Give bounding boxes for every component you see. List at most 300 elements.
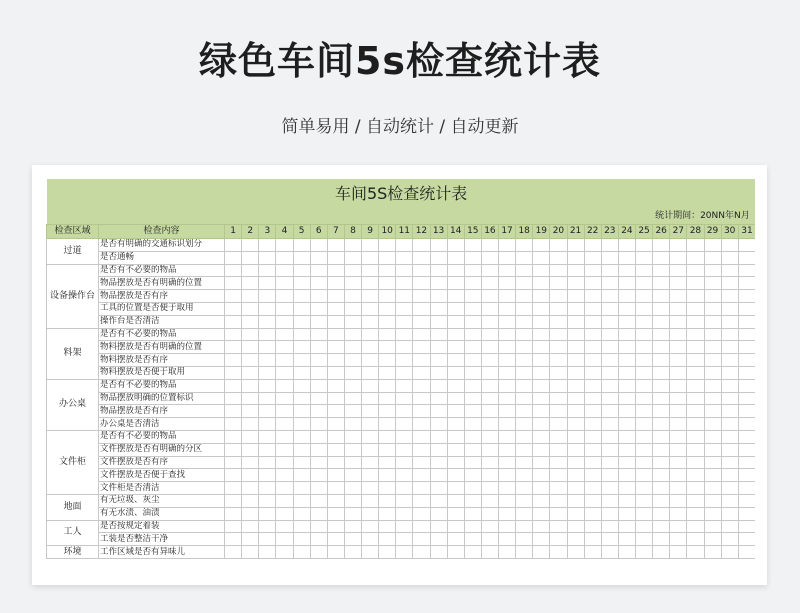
- check-cell[interactable]: [344, 379, 361, 392]
- check-cell[interactable]: [396, 507, 413, 520]
- check-cell[interactable]: [464, 546, 481, 559]
- check-cell[interactable]: [362, 405, 379, 418]
- check-cell[interactable]: [533, 469, 550, 482]
- check-cell[interactable]: [567, 482, 584, 495]
- check-cell[interactable]: [430, 507, 447, 520]
- check-cell[interactable]: [293, 251, 310, 264]
- check-cell[interactable]: [379, 239, 396, 252]
- check-cell[interactable]: [670, 533, 687, 546]
- check-cell[interactable]: [310, 277, 327, 290]
- check-cell[interactable]: [430, 251, 447, 264]
- check-cell[interactable]: [379, 430, 396, 443]
- check-cell[interactable]: [653, 366, 670, 379]
- check-cell[interactable]: [653, 315, 670, 328]
- check-cell[interactable]: [584, 482, 601, 495]
- check-cell[interactable]: [550, 392, 567, 405]
- check-cell[interactable]: [327, 494, 344, 507]
- check-cell[interactable]: [293, 507, 310, 520]
- check-cell[interactable]: [636, 328, 653, 341]
- check-cell[interactable]: [618, 239, 635, 252]
- check-cell[interactable]: [242, 264, 259, 277]
- check-cell[interactable]: [618, 290, 635, 303]
- check-cell[interactable]: [310, 546, 327, 559]
- check-cell[interactable]: [533, 443, 550, 456]
- check-cell[interactable]: [618, 277, 635, 290]
- check-cell[interactable]: [447, 251, 464, 264]
- check-cell[interactable]: [310, 443, 327, 456]
- check-cell[interactable]: [721, 430, 738, 443]
- check-cell[interactable]: [413, 315, 430, 328]
- check-cell[interactable]: [464, 430, 481, 443]
- check-cell[interactable]: [670, 405, 687, 418]
- check-cell[interactable]: [379, 341, 396, 354]
- check-cell[interactable]: [516, 494, 533, 507]
- check-cell[interactable]: [379, 264, 396, 277]
- check-cell[interactable]: [636, 379, 653, 392]
- check-cell[interactable]: [584, 277, 601, 290]
- check-cell[interactable]: [653, 264, 670, 277]
- check-cell[interactable]: [618, 392, 635, 405]
- check-cell[interactable]: [636, 302, 653, 315]
- check-cell[interactable]: [396, 546, 413, 559]
- check-cell[interactable]: [601, 302, 618, 315]
- check-cell[interactable]: [430, 277, 447, 290]
- check-cell[interactable]: [396, 264, 413, 277]
- check-cell[interactable]: [670, 520, 687, 533]
- check-cell[interactable]: [533, 456, 550, 469]
- check-cell[interactable]: [430, 302, 447, 315]
- check-cell[interactable]: [636, 533, 653, 546]
- check-cell[interactable]: [225, 315, 242, 328]
- check-cell[interactable]: [344, 507, 361, 520]
- check-cell[interactable]: [362, 264, 379, 277]
- check-cell[interactable]: [413, 520, 430, 533]
- check-cell[interactable]: [464, 251, 481, 264]
- check-cell[interactable]: [225, 366, 242, 379]
- check-cell[interactable]: [481, 277, 498, 290]
- check-cell[interactable]: [276, 405, 293, 418]
- check-cell[interactable]: [567, 315, 584, 328]
- check-cell[interactable]: [618, 456, 635, 469]
- check-cell[interactable]: [653, 354, 670, 367]
- check-cell[interactable]: [276, 302, 293, 315]
- check-cell[interactable]: [362, 392, 379, 405]
- check-cell[interactable]: [447, 456, 464, 469]
- check-cell[interactable]: [481, 315, 498, 328]
- check-cell[interactable]: [721, 302, 738, 315]
- check-cell[interactable]: [276, 430, 293, 443]
- check-cell[interactable]: [687, 482, 704, 495]
- check-cell[interactable]: [636, 546, 653, 559]
- check-cell[interactable]: [242, 328, 259, 341]
- check-cell[interactable]: [687, 354, 704, 367]
- check-cell[interactable]: [704, 290, 721, 303]
- check-cell[interactable]: [447, 482, 464, 495]
- check-cell[interactable]: [276, 520, 293, 533]
- check-cell[interactable]: [327, 290, 344, 303]
- check-cell[interactable]: [362, 379, 379, 392]
- check-cell[interactable]: [481, 302, 498, 315]
- check-cell[interactable]: [567, 239, 584, 252]
- check-cell[interactable]: [327, 302, 344, 315]
- check-cell[interactable]: [481, 507, 498, 520]
- check-cell[interactable]: [396, 239, 413, 252]
- check-cell[interactable]: [362, 277, 379, 290]
- check-cell[interactable]: [259, 533, 276, 546]
- check-cell[interactable]: [653, 469, 670, 482]
- check-cell[interactable]: [499, 341, 516, 354]
- check-cell[interactable]: [636, 469, 653, 482]
- check-cell[interactable]: [344, 264, 361, 277]
- check-cell[interactable]: [704, 443, 721, 456]
- check-cell[interactable]: [310, 354, 327, 367]
- check-cell[interactable]: [653, 341, 670, 354]
- check-cell[interactable]: [721, 328, 738, 341]
- check-cell[interactable]: [293, 546, 310, 559]
- check-cell[interactable]: [550, 328, 567, 341]
- check-cell[interactable]: [464, 392, 481, 405]
- check-cell[interactable]: [327, 430, 344, 443]
- check-cell[interactable]: [362, 302, 379, 315]
- check-cell[interactable]: [516, 456, 533, 469]
- check-cell[interactable]: [636, 341, 653, 354]
- check-cell[interactable]: [242, 302, 259, 315]
- check-cell[interactable]: [276, 341, 293, 354]
- check-cell[interactable]: [687, 469, 704, 482]
- check-cell[interactable]: [687, 520, 704, 533]
- check-cell[interactable]: [550, 354, 567, 367]
- check-cell[interactable]: [499, 430, 516, 443]
- check-cell[interactable]: [550, 366, 567, 379]
- check-cell[interactable]: [276, 533, 293, 546]
- check-cell[interactable]: [704, 379, 721, 392]
- check-cell[interactable]: [310, 482, 327, 495]
- check-cell[interactable]: [447, 239, 464, 252]
- check-cell[interactable]: [379, 366, 396, 379]
- check-cell[interactable]: [259, 341, 276, 354]
- check-cell[interactable]: [327, 264, 344, 277]
- check-cell[interactable]: [242, 354, 259, 367]
- check-cell[interactable]: [464, 418, 481, 431]
- check-cell[interactable]: [499, 482, 516, 495]
- check-cell[interactable]: [499, 533, 516, 546]
- check-cell[interactable]: [242, 405, 259, 418]
- check-cell[interactable]: [601, 341, 618, 354]
- check-cell[interactable]: [653, 328, 670, 341]
- check-cell[interactable]: [704, 302, 721, 315]
- check-cell[interactable]: [516, 392, 533, 405]
- check-cell[interactable]: [499, 366, 516, 379]
- check-cell[interactable]: [499, 520, 516, 533]
- check-cell[interactable]: [550, 239, 567, 252]
- check-cell[interactable]: [567, 469, 584, 482]
- check-cell[interactable]: [516, 264, 533, 277]
- check-cell[interactable]: [293, 239, 310, 252]
- check-cell[interactable]: [447, 520, 464, 533]
- check-cell[interactable]: [687, 430, 704, 443]
- check-cell[interactable]: [225, 507, 242, 520]
- check-cell[interactable]: [601, 520, 618, 533]
- check-cell[interactable]: [464, 494, 481, 507]
- check-cell[interactable]: [276, 494, 293, 507]
- check-cell[interactable]: [601, 418, 618, 431]
- check-cell[interactable]: [567, 354, 584, 367]
- check-cell[interactable]: [293, 264, 310, 277]
- check-cell[interactable]: [259, 366, 276, 379]
- check-cell[interactable]: [533, 239, 550, 252]
- check-cell[interactable]: [464, 469, 481, 482]
- check-cell[interactable]: [516, 366, 533, 379]
- check-cell[interactable]: [379, 379, 396, 392]
- check-cell[interactable]: [430, 341, 447, 354]
- check-cell[interactable]: [344, 290, 361, 303]
- check-cell[interactable]: [327, 354, 344, 367]
- check-cell[interactable]: [550, 290, 567, 303]
- check-cell[interactable]: [362, 494, 379, 507]
- check-cell[interactable]: [567, 546, 584, 559]
- check-cell[interactable]: [464, 354, 481, 367]
- check-cell[interactable]: [362, 482, 379, 495]
- check-cell[interactable]: [293, 341, 310, 354]
- check-cell[interactable]: [636, 354, 653, 367]
- check-cell[interactable]: [636, 239, 653, 252]
- check-cell[interactable]: [276, 443, 293, 456]
- check-cell[interactable]: [344, 302, 361, 315]
- check-cell[interactable]: [481, 354, 498, 367]
- check-cell[interactable]: [310, 264, 327, 277]
- check-cell[interactable]: [293, 392, 310, 405]
- check-cell[interactable]: [618, 302, 635, 315]
- check-cell[interactable]: [601, 469, 618, 482]
- check-cell[interactable]: [704, 251, 721, 264]
- check-cell[interactable]: [464, 379, 481, 392]
- check-cell[interactable]: [721, 520, 738, 533]
- check-cell[interactable]: [362, 533, 379, 546]
- check-cell[interactable]: [327, 469, 344, 482]
- check-cell[interactable]: [413, 239, 430, 252]
- check-cell[interactable]: [327, 315, 344, 328]
- check-cell[interactable]: [653, 533, 670, 546]
- check-cell[interactable]: [242, 379, 259, 392]
- check-cell[interactable]: [601, 430, 618, 443]
- check-cell[interactable]: [584, 251, 601, 264]
- check-cell[interactable]: [362, 443, 379, 456]
- check-cell[interactable]: [567, 264, 584, 277]
- check-cell[interactable]: [259, 328, 276, 341]
- check-cell[interactable]: [327, 366, 344, 379]
- check-cell[interactable]: [584, 533, 601, 546]
- check-cell[interactable]: [464, 507, 481, 520]
- check-cell[interactable]: [567, 341, 584, 354]
- check-cell[interactable]: [413, 290, 430, 303]
- check-cell[interactable]: [259, 239, 276, 252]
- check-cell[interactable]: [293, 379, 310, 392]
- check-cell[interactable]: [481, 264, 498, 277]
- check-cell[interactable]: [721, 507, 738, 520]
- check-cell[interactable]: [499, 354, 516, 367]
- check-cell[interactable]: [413, 494, 430, 507]
- check-cell[interactable]: [396, 430, 413, 443]
- check-cell[interactable]: [310, 392, 327, 405]
- check-cell[interactable]: [293, 494, 310, 507]
- check-cell[interactable]: [499, 379, 516, 392]
- check-cell[interactable]: [636, 507, 653, 520]
- check-cell[interactable]: [344, 482, 361, 495]
- check-cell[interactable]: [447, 430, 464, 443]
- check-cell[interactable]: [430, 392, 447, 405]
- check-cell[interactable]: [721, 366, 738, 379]
- check-cell[interactable]: [567, 290, 584, 303]
- check-cell[interactable]: [533, 264, 550, 277]
- check-cell[interactable]: [499, 469, 516, 482]
- check-cell[interactable]: [687, 366, 704, 379]
- check-cell[interactable]: [601, 546, 618, 559]
- check-cell[interactable]: [413, 277, 430, 290]
- check-cell[interactable]: [225, 354, 242, 367]
- check-cell[interactable]: [430, 520, 447, 533]
- check-cell[interactable]: [447, 264, 464, 277]
- check-cell[interactable]: [516, 430, 533, 443]
- check-cell[interactable]: [310, 251, 327, 264]
- check-cell[interactable]: [259, 507, 276, 520]
- check-cell[interactable]: [396, 392, 413, 405]
- check-cell[interactable]: [344, 443, 361, 456]
- check-cell[interactable]: [687, 546, 704, 559]
- check-cell[interactable]: [721, 341, 738, 354]
- check-cell[interactable]: [225, 302, 242, 315]
- check-cell[interactable]: [481, 520, 498, 533]
- check-cell[interactable]: [362, 469, 379, 482]
- check-cell[interactable]: [379, 328, 396, 341]
- check-cell[interactable]: [242, 533, 259, 546]
- check-cell[interactable]: [601, 405, 618, 418]
- check-cell[interactable]: [687, 328, 704, 341]
- check-cell[interactable]: [413, 366, 430, 379]
- check-cell[interactable]: [481, 546, 498, 559]
- check-cell[interactable]: [379, 405, 396, 418]
- check-cell[interactable]: [310, 341, 327, 354]
- check-cell[interactable]: [379, 251, 396, 264]
- check-cell[interactable]: [276, 277, 293, 290]
- check-cell[interactable]: [225, 546, 242, 559]
- check-cell[interactable]: [310, 302, 327, 315]
- check-cell[interactable]: [242, 239, 259, 252]
- check-cell[interactable]: [704, 264, 721, 277]
- check-cell[interactable]: [344, 392, 361, 405]
- check-cell[interactable]: [618, 494, 635, 507]
- check-cell[interactable]: [533, 494, 550, 507]
- check-cell[interactable]: [550, 520, 567, 533]
- check-cell[interactable]: [464, 456, 481, 469]
- check-cell[interactable]: [670, 290, 687, 303]
- check-cell[interactable]: [447, 494, 464, 507]
- check-cell[interactable]: [721, 315, 738, 328]
- check-cell[interactable]: [396, 482, 413, 495]
- check-cell[interactable]: [550, 405, 567, 418]
- check-cell[interactable]: [310, 418, 327, 431]
- check-cell[interactable]: [584, 494, 601, 507]
- check-cell[interactable]: [687, 302, 704, 315]
- check-cell[interactable]: [738, 379, 755, 392]
- check-cell[interactable]: [567, 418, 584, 431]
- check-cell[interactable]: [481, 328, 498, 341]
- check-cell[interactable]: [516, 239, 533, 252]
- check-cell[interactable]: [687, 251, 704, 264]
- check-cell[interactable]: [533, 533, 550, 546]
- check-cell[interactable]: [310, 366, 327, 379]
- check-cell[interactable]: [636, 392, 653, 405]
- check-cell[interactable]: [225, 494, 242, 507]
- check-cell[interactable]: [704, 354, 721, 367]
- check-cell[interactable]: [242, 507, 259, 520]
- check-cell[interactable]: [550, 494, 567, 507]
- check-cell[interactable]: [379, 520, 396, 533]
- check-cell[interactable]: [242, 482, 259, 495]
- check-cell[interactable]: [618, 251, 635, 264]
- check-cell[interactable]: [293, 405, 310, 418]
- check-cell[interactable]: [327, 443, 344, 456]
- check-cell[interactable]: [396, 366, 413, 379]
- check-cell[interactable]: [447, 341, 464, 354]
- check-cell[interactable]: [738, 405, 755, 418]
- check-cell[interactable]: [413, 430, 430, 443]
- check-cell[interactable]: [225, 392, 242, 405]
- check-cell[interactable]: [636, 405, 653, 418]
- check-cell[interactable]: [636, 366, 653, 379]
- check-cell[interactable]: [413, 443, 430, 456]
- check-cell[interactable]: [362, 328, 379, 341]
- check-cell[interactable]: [721, 494, 738, 507]
- check-cell[interactable]: [584, 290, 601, 303]
- check-cell[interactable]: [430, 418, 447, 431]
- check-cell[interactable]: [653, 405, 670, 418]
- check-cell[interactable]: [447, 418, 464, 431]
- check-cell[interactable]: [533, 482, 550, 495]
- check-cell[interactable]: [533, 328, 550, 341]
- check-cell[interactable]: [464, 533, 481, 546]
- check-cell[interactable]: [344, 430, 361, 443]
- check-cell[interactable]: [379, 533, 396, 546]
- check-cell[interactable]: [670, 507, 687, 520]
- check-cell[interactable]: [447, 315, 464, 328]
- check-cell[interactable]: [567, 405, 584, 418]
- check-cell[interactable]: [344, 251, 361, 264]
- check-cell[interactable]: [584, 507, 601, 520]
- check-cell[interactable]: [670, 354, 687, 367]
- check-cell[interactable]: [567, 328, 584, 341]
- check-cell[interactable]: [242, 494, 259, 507]
- check-cell[interactable]: [738, 315, 755, 328]
- check-cell[interactable]: [721, 405, 738, 418]
- check-cell[interactable]: [618, 315, 635, 328]
- check-cell[interactable]: [670, 456, 687, 469]
- check-cell[interactable]: [242, 392, 259, 405]
- check-cell[interactable]: [430, 315, 447, 328]
- check-cell[interactable]: [276, 546, 293, 559]
- check-cell[interactable]: [738, 366, 755, 379]
- check-cell[interactable]: [618, 405, 635, 418]
- check-cell[interactable]: [550, 277, 567, 290]
- check-cell[interactable]: [499, 277, 516, 290]
- check-cell[interactable]: [310, 469, 327, 482]
- check-cell[interactable]: [225, 456, 242, 469]
- check-cell[interactable]: [481, 290, 498, 303]
- check-cell[interactable]: [379, 315, 396, 328]
- check-cell[interactable]: [636, 251, 653, 264]
- check-cell[interactable]: [344, 418, 361, 431]
- check-cell[interactable]: [533, 302, 550, 315]
- check-cell[interactable]: [413, 379, 430, 392]
